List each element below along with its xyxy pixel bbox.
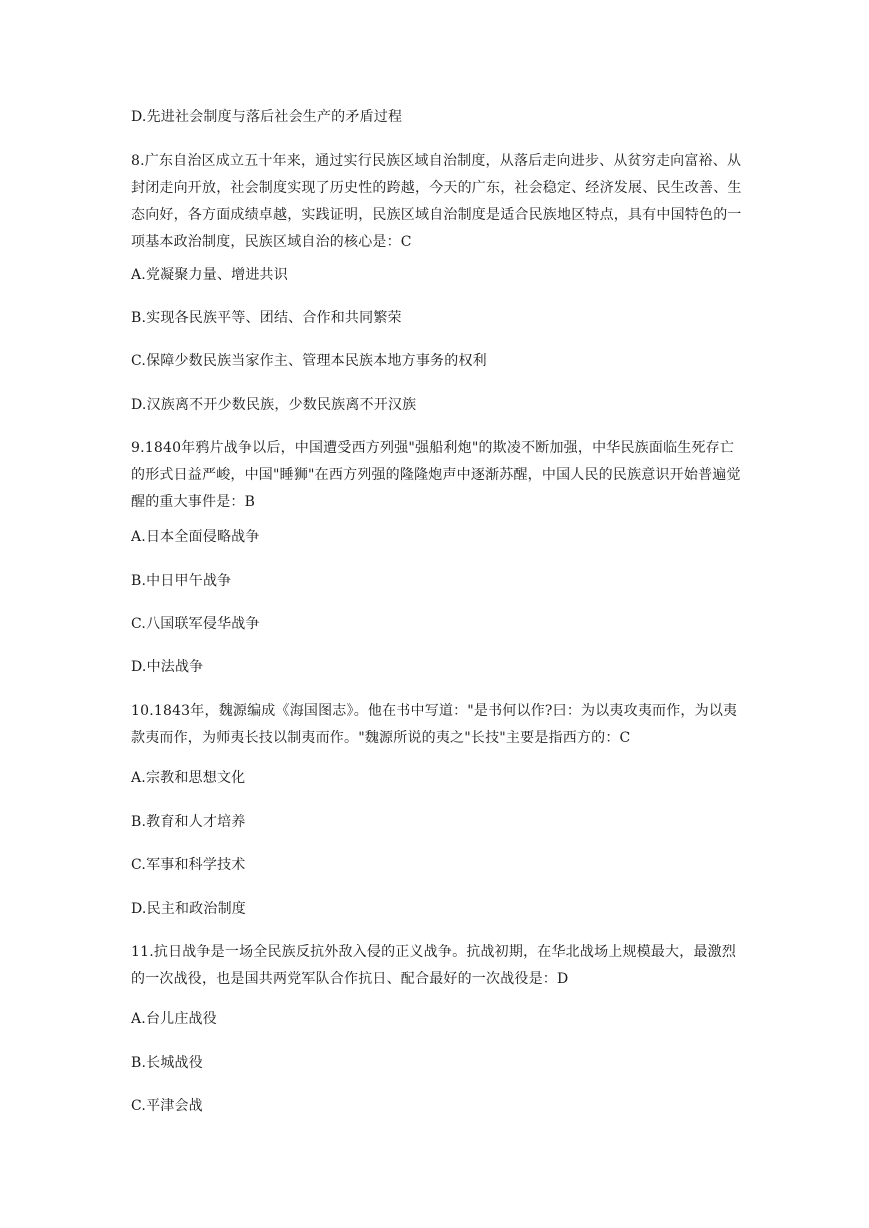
q9-option-b: B.中日甲午战争	[131, 573, 232, 589]
q11-option-a: A.台儿庄战役	[131, 1011, 217, 1027]
q10-option-c: C.军事和科学技术	[131, 857, 246, 873]
q9-option-c: C.八国联军侵华战争	[131, 616, 260, 632]
q11-stem: 11.抗日战争是一场全民族反抗外敌入侵的正义战争。抗战初期，在华北战场上规模最大，最激烈的一次战役，也是国共两党军队合作抗日、配合最好的一次战役是：D	[131, 944, 737, 987]
q9-option-a: A.日本全面侵略战争	[131, 529, 260, 545]
q8-option-c: C.保障少数民族当家作主、管理本民族本地方事务的权利	[131, 353, 487, 369]
q8-option-a: A.党凝聚力量、增进共识	[131, 267, 288, 283]
q10-option-d: D.民主和政治制度	[131, 901, 246, 917]
q9-option-d: D.中法战争	[131, 659, 204, 675]
q11-option-c: C.平津会战	[131, 1098, 203, 1114]
q7-option-d: D.先进社会制度与落后社会生产的矛盾过程	[131, 109, 403, 125]
q8-stem: 8.广东自治区成立五十年来，通过实行民族区域自治制度，从落后走向进步、从贫穷走向富裕、从封闭走向开放，社会制度实现了历史性的跨越，今天的广东，社会稳定、经济发展、民生改善、生态向好，各方面成绩卓越，实践证明，民族区域自治制度是适合民族地区特点，具有中国特色的一项基本政治制度，民族区域自治的核心是：C	[131, 153, 742, 250]
q10-option-b: B.教育和人才培养	[131, 814, 246, 830]
q8-option-b: B.实现各民族平等、团结、合作和共同繁荣	[131, 310, 402, 326]
q10-option-a: A.宗教和思想文化	[131, 770, 246, 786]
q10-stem: 10.1843年，魏源编成《海国图志》。他在书中写道："是书何以作?曰：为以夷攻夷而作，为以夷款夷而作，为师夷长技以制夷而作。"魏源所说的夷之"长技"主要是指西方的：C	[131, 703, 738, 746]
q11-option-b: B.长城战役	[131, 1055, 203, 1071]
q9-stem: 9.1840年鸦片战争以后，中国遭受西方列强"强船利炮"的欺凌不断加强，中华民族面临生死存亡的形式日益严峻，中国"睡狮"在西方列强的隆隆炮声中逐渐苏醒，中国人民的民族意识开始普遍觉醒的重大事件是：B	[131, 440, 741, 510]
q8-option-d: D.汉族离不开少数民族，少数民族离不开汉族	[131, 397, 417, 413]
